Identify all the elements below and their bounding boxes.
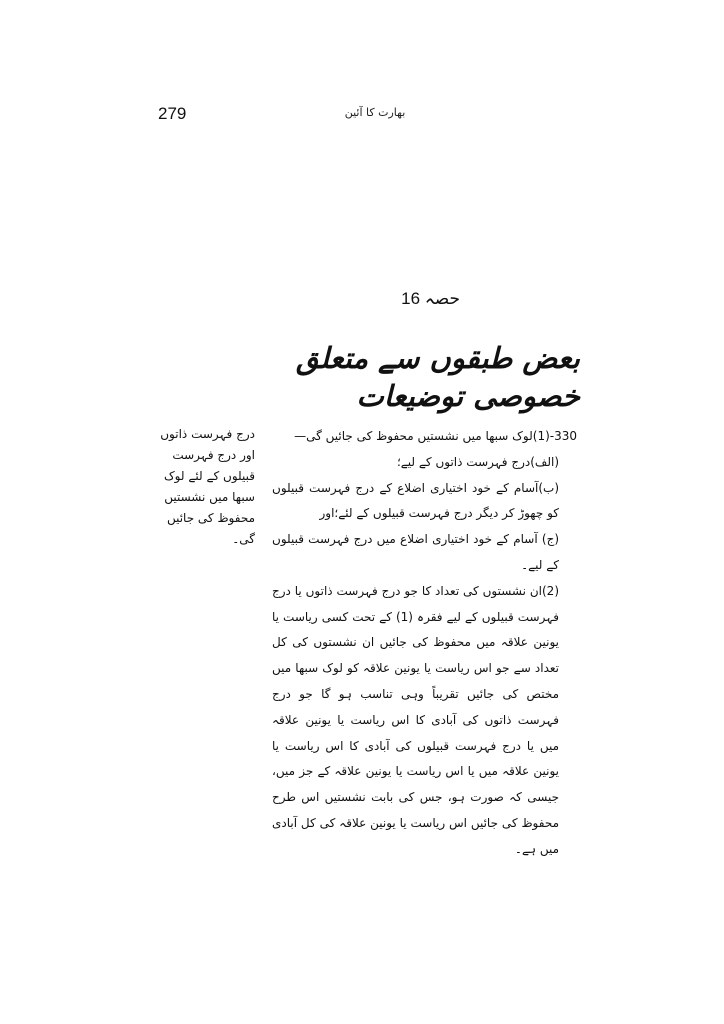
clause-2: (2)ان نشستوں کی تعداد کا جو درج فہرست ذاتوں یا درج فہرست قبیلوں کے لیے فقرہ (1) کے تحت کسی ریاست یا یونین علاقہ میں محفوظ کی جائیں ان نشستوں کی کل تعداد سے جو اس ریاست یا یونین علاقہ کو لوک سبھا میں مختص کی جائیں تقریباً وہی تناسب ہو گا جو درج فہرست ذاتوں کی آبادی کا اس ریاست یا یونین علاقہ میں یا درج فہرست قبیلوں کی آبادی کا اس ریاست یا یونین علاقہ میں یا اس ریاست یا یونین علاقہ کے جز میں، جیسی کہ صورت ہو، جس کی بابت نشستیں اس طرح محفوظ کی جائیں اس ریاست یا یونین علاقہ کی کل آبادی میں ہے۔	[272, 583, 559, 856]
article-body	[272, 424, 577, 863]
clause-1-item-c: (ج) آسام کے خود اختیاری اضلاع میں درج فہرست قبیلوں کے لیے۔	[272, 532, 559, 572]
clause-1-intro: 330-(1)لوک سبھا میں نشستیں محفوظ کی جائیں گی—	[294, 429, 577, 443]
part-heading: حصہ 16	[401, 289, 460, 308]
page-number: 279	[158, 104, 187, 123]
margin-note: درج فہرست ذاتوں اور درج فہرست قبیلوں کے لئے لوک سبھا میں نشستیں محفوظ کی جائیں گی۔	[160, 427, 255, 546]
clause-1-item-a: (الف)درج فہرست ذاتوں کے لیے؛	[396, 454, 559, 469]
chapter-title: بعض طبقوں سے متعلق خصوصی توضیعات	[295, 341, 580, 413]
running-header: بھارت کا آئین	[344, 106, 406, 119]
clause-1-item-b: (ب)آسام کے خود اختیاری اضلاع کے درج فہرست قبیلوں کو چھوڑ کر دیگر درج فہرست قبیلوں کے لئے؛اور	[272, 480, 559, 521]
